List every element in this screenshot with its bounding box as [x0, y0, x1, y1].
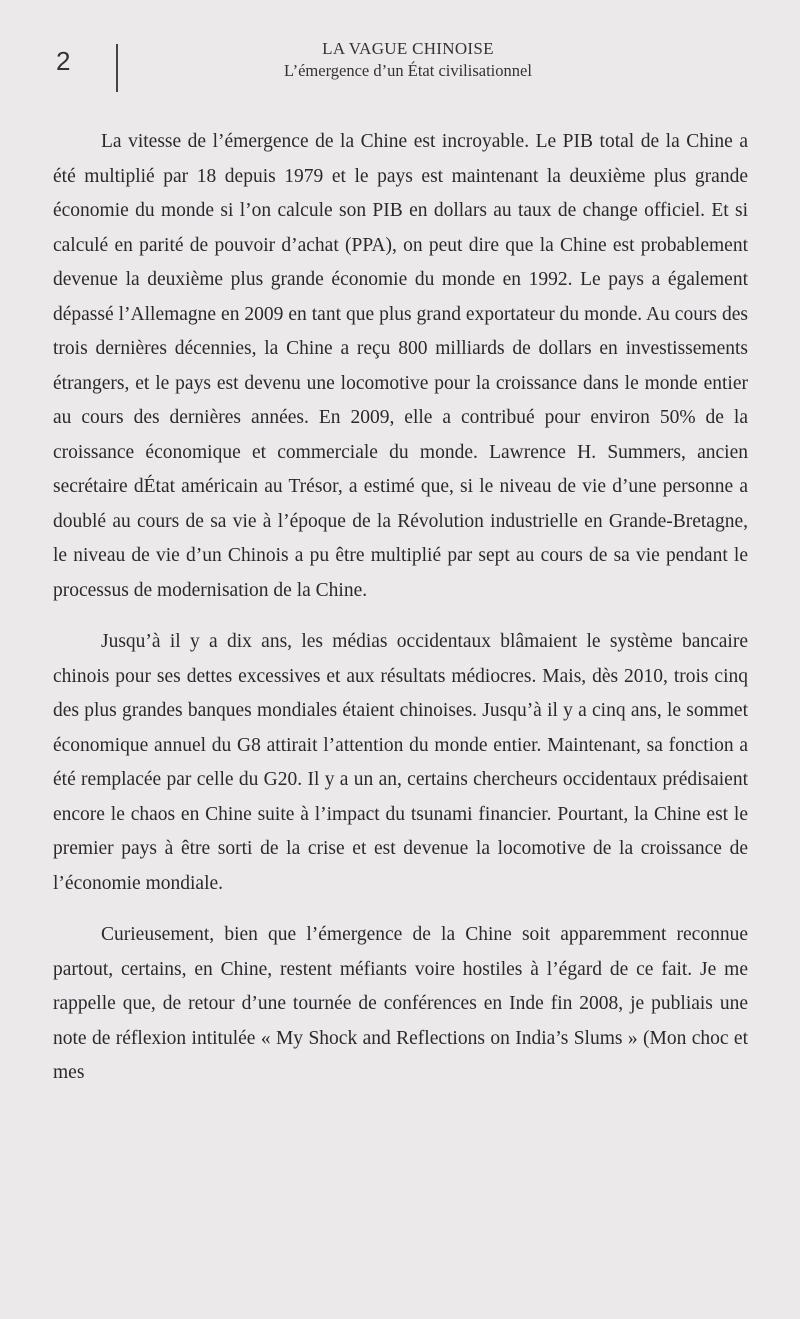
- book-title: LA VAGUE CHINOISE: [322, 39, 494, 58]
- page-number: 2: [56, 46, 71, 76]
- body-text: [53, 125, 748, 1108]
- header-divider: [116, 44, 118, 92]
- paragraph: Jusqu’à il y a dix ans, les médias occidentaux blâmaient le système bancaire chinois pour ses dettes excessives et aux résultats médiocres. Mais, dès 2010, trois cinq des plus grandes banques mondiales étaient chinoises. Jusqu’à il y a cinq ans, le sommet économique annuel du G8 attirait l’attention du monde entier. Maintenant, sa fonction a été remplacée par celle du G20. Il y a un an, certains chercheurs occidentaux prédisaient encore le chaos en Chine suite à l’impact du tsunami financier. Pourtant, la Chine est le premier pays à être sorti de la crise et est devenue la locomotive de la croissance de l’économie mondiale.: [53, 631, 748, 894]
- book-subtitle: L’émergence d’un État civilisationnel: [284, 61, 532, 80]
- paragraph: La vitesse de l’émergence de la Chine est incroyable. Le PIB total de la Chine a été multiplié par 18 depuis 1979 et le pays est maintenant la deuxième plus grande économie du monde si l’on calcule son PIB en dollars au taux de change officiel. Et si calculé en parité de pouvoir d’achat (PPA), on peut dire que la Chine est probablement devenue la deuxième plus grande économie du monde en 1992. Le pays a également dépassé l’Allemagne en 2009 en tant que plus grand exportateur du monde. Au cours des trois dernières décennies, la Chine a reçu 800 milliards de dollars en investissements étrangers, et le pays est devenu une locomotive pour la croissance dans le monde entier au cours des dernières années. En 2009, elle a contribué pour environ 50% de la croissance économique et commerciale du monde. Lawrence H. Summers, ancien secrétaire dÉtat américain au Trésor, a estimé que, si le niveau de vie d’une personne a doublé au cours de sa vie à l’époque de la Révolution industrielle en Grande-Bretagne, le niveau de vie d’un Chinois a pu être multiplié par sept au cours de sa vie pendant le processus de modernisation de la Chine.: [53, 131, 748, 601]
- running-header: [258, 38, 558, 82]
- paragraph: Curieusement, bien que l’émergence de la Chine soit apparemment reconnue partout, certains, en Chine, restent méfiants voire hostiles à l’égard de ce fait. Je me rappelle que, de retour d’une tournée de conférences en Inde fin 2008, je publiais une note de réflexion intitulée « My Shock and Reflections on India’s Slums » (Mon choc et mes: [53, 924, 748, 1083]
